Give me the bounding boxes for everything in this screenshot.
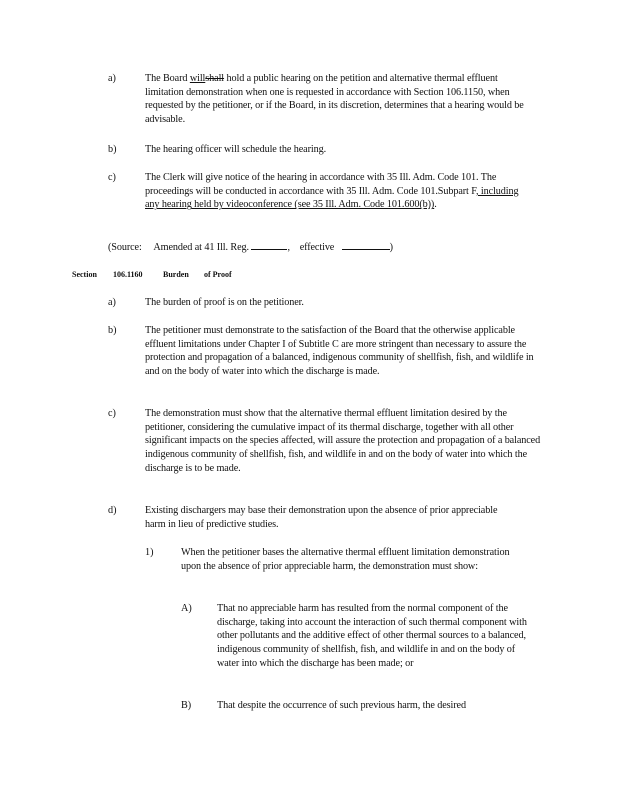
inserted-text: will — [189, 73, 206, 84]
para-c-text — [145, 171, 527, 212]
item-dA-label: A) — [181, 603, 192, 614]
effective-date-blank — [342, 240, 390, 250]
source-amended: Amended at 41 Ill. Reg. — [153, 242, 249, 253]
section-number: 106.1160 — [113, 270, 143, 279]
item-dB-text: That despite the occurrence of such previous harm, the desired — [217, 700, 466, 711]
para-c-text-end: . — [434, 199, 437, 211]
item-c-text: The demonstration must show that the alternative thermal effluent limitation desired by the petitioner, considering the cumulative impact of its thermal discharge, together with all other significant impacts on the species affected, will assure the protection and propagation of a balanced indigenous community of shellfish, fish, and wildlife in and on the body of water into which the discharge is to be made. — [145, 408, 541, 474]
item-a-text: The burden of proof is on the petitioner. — [145, 297, 304, 308]
para-c-label: c) — [108, 172, 116, 183]
source-open: (Source: — [108, 242, 142, 253]
section-heading — [72, 270, 322, 282]
source-comma: , — [287, 242, 290, 253]
inserted-text-videoconference: , including any hearing held by videoconference (see 35 Ill. Adm. Code 101.600(b)) — [145, 185, 519, 211]
item-dB-label: B) — [181, 700, 192, 711]
item-a-label: a) — [108, 297, 116, 308]
item-c-label: c) — [108, 408, 116, 419]
item-d1-label: 1) — [145, 547, 154, 558]
para-a-label: a) — [108, 73, 116, 84]
para-b-label: b) — [108, 144, 117, 155]
para-b-text: The hearing officer will schedule the hearing. — [145, 144, 327, 155]
source-effective: effective — [299, 242, 335, 253]
para-c-text-start: The Clerk will give notice of the hearing in accordance with 35 Ill. Adm. Code 101. The proceedings will be conducted in accordance with 35 Ill. Adm. Code 101.Subpart F — [145, 172, 497, 197]
section-word: Section — [72, 270, 97, 279]
section-title-2: of Proof — [204, 270, 232, 279]
item-d-label: d) — [108, 505, 117, 516]
source-note — [108, 240, 528, 255]
section-title-1: Burden — [163, 270, 189, 279]
para-a-text-end: hold a public hearing on the petition and alternative thermal effluent limitation demonstration when one is requested in accordance with Section 106.1150, when requested by the petitioner, or if the Board, in its discretion, determines that a hearing would be advisable. — [145, 73, 524, 126]
para-a-text — [145, 72, 525, 127]
source-close: ) — [389, 242, 393, 253]
deleted-text: shall — [205, 73, 225, 84]
item-d-text: Existing dischargers may base their demonstration upon the absence of prior appreciable harm in lieu of predictive studies. — [145, 505, 498, 530]
item-b-label: b) — [108, 325, 117, 336]
register-page-blank — [251, 240, 287, 250]
item-dA-text: That no appreciable harm has resulted from the normal component of the discharge, taking into account the interaction of such thermal component with other pollutants and the additive effect of other thermal sources to a balanced, indigenous community of shellfish, fish, and wildlife in and on the body of water into which the discharge has been made; or — [217, 603, 527, 669]
item-d1-text: When the petitioner bases the alternative thermal effluent limitation demonstration upon the absence of prior appreciable harm, the demonstration must show: — [181, 547, 510, 572]
item-b-text: The petitioner must demonstrate to the satisfaction of the Board that the otherwise applicable effluent limitations under Chapter I of Subtitle C are more stringent than necessary to assure the protection and propagation of a balanced, indigenous community of shellfish, fish, and wildlife in and on the body of water into which the discharge is made. — [145, 325, 534, 378]
para-a-text-start: The Board — [145, 73, 190, 84]
